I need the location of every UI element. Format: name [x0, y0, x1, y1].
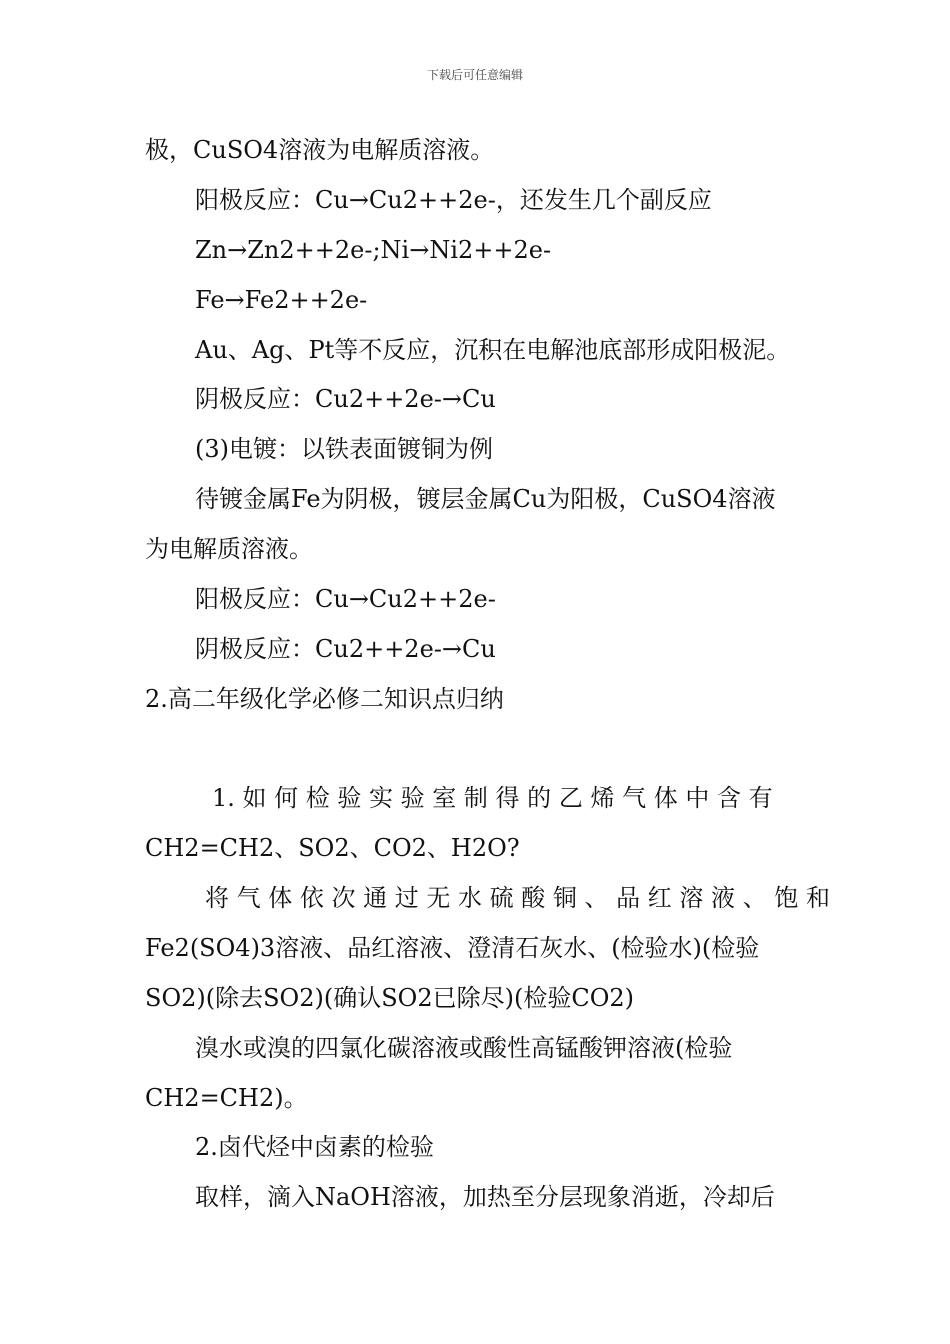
text-line: 溴水或溴的四氯化碳溶液或酸性高锰酸钾溶液(检验 [195, 1034, 733, 1062]
text-line: Zn→Zn2++2e-;Ni→Ni2++2e- [195, 236, 552, 264]
text-line: 取样，滴入NaOH溶液，加热至分层现象消逝，冷却后 [195, 1183, 775, 1211]
text-line: (3)电镀：以铁表面镀铜为例 [195, 435, 493, 463]
text-line: Fe→Fe2++2e- [195, 286, 368, 314]
page-header: 下载后可任意编辑 [426, 68, 523, 82]
text-line: 将 气 体 依 次 通 过 无 水 硫 酸 铜 、 品 红 溶 液 、 饱 和 [205, 884, 830, 912]
text-line: SO2)(除去SO2)(确认SO2已除尽)(检验CO2) [145, 984, 635, 1012]
text-line: Au、Ag、Pt等不反应，沉积在电解池底部形成阳极泥。 [195, 336, 791, 364]
text-line: 为电解质溶液。 [145, 535, 313, 563]
sub-heading: 2.卤代烃中卤素的检验 [195, 1133, 434, 1161]
section-heading: 2.高二年级化学必修二知识点归纳 [145, 685, 504, 713]
text-line: CH2=CH2)。 [145, 1084, 308, 1112]
text-line: 阴极反应：Cu2++2e-→Cu [195, 385, 496, 413]
text-line: CH2=CH2、SO2、CO2、H2O? [145, 834, 520, 862]
text-line: Fe2(SO4)3溶液、品红溶液、澄清石灰水、(检验水)(检验 [145, 934, 760, 962]
text-line: 待镀金属Fe为阴极，镀层金属Cu为阳极，CuSO4溶液 [195, 485, 776, 513]
text-line: 阴极反应：Cu2++2e-→Cu [195, 635, 496, 663]
text-line: 阳极反应：Cu→Cu2++2e-，还发生几个副反应 [195, 186, 712, 214]
text-line: 极，CuSO4溶液为电解质溶液。 [145, 136, 495, 164]
text-line: 阳极反应：Cu→Cu2++2e- [195, 585, 496, 613]
text-line: 1. 如 何 检 验 实 验 室 制 得 的 乙 烯 气 体 中 含 有 [212, 784, 773, 812]
